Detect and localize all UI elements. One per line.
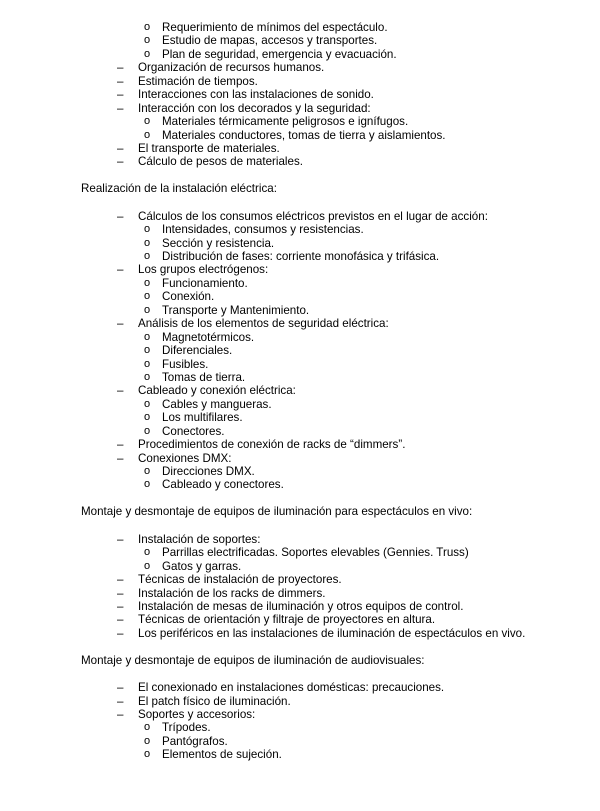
circle-bullet-icon: o: [144, 546, 151, 559]
list-item-text: Sección y resistencia.: [162, 236, 275, 250]
sub-list-item: [0, 290, 600, 303]
dash-bullet-icon: –: [117, 74, 124, 88]
list-item: [0, 587, 600, 600]
list-item: [0, 88, 600, 101]
sub-list-item: [0, 735, 600, 748]
list-item-text: Gatos y garras.: [162, 559, 242, 573]
list-item-text: Análisis de los elementos de seguridad eléctrica:: [138, 317, 389, 331]
circle-bullet-icon: o: [144, 357, 151, 370]
list-item-text: El conexionado en instalaciones domésticas: precauciones.: [138, 681, 445, 695]
section-live-lighting-assembly: [0, 505, 600, 640]
dash-bullet-icon: –: [117, 263, 124, 277]
list-item: [0, 613, 600, 626]
list-item-text: Los grupos electrógenos:: [138, 263, 269, 277]
circle-bullet-icon: o: [144, 465, 151, 477]
list-item-text: El patch físico de iluminación.: [138, 694, 291, 708]
circle-bullet-icon: o: [144, 276, 151, 289]
list-item: [0, 438, 600, 451]
sub-list-item: [0, 478, 600, 491]
list-item-text: Cálculos de los consumos eléctricos previstos en el lugar de acción:: [138, 209, 488, 223]
sub-list-item: [0, 358, 600, 371]
list-item-text: Funcionamiento.: [162, 276, 248, 290]
sub-list-item: [0, 411, 600, 424]
section-heading: Realización de la instalación eléctrica:: [81, 182, 277, 196]
list-item-text: Materiales térmicamente peligrosos e ignífugos.: [162, 115, 409, 129]
list-item-text: Fusibles.: [162, 357, 209, 371]
dash-bullet-icon: –: [117, 532, 124, 546]
sub-list-item: [0, 721, 600, 734]
list-item-text: Cables y mangueras.: [162, 397, 272, 411]
sub-list-item: [0, 560, 600, 573]
list-item-text: Instalación de soportes:: [138, 532, 261, 546]
list-item-text: Conexiones DMX:: [138, 451, 232, 465]
dash-bullet-icon: –: [117, 694, 124, 708]
circle-bullet-icon: o: [144, 424, 151, 437]
circle-bullet-icon: o: [144, 290, 151, 303]
circle-bullet-icon: o: [144, 559, 151, 572]
list-item-text: Instalación de los racks de dimmers.: [138, 586, 326, 600]
dash-bullet-icon: –: [117, 573, 124, 587]
list-item-text: Magnetotérmicos.: [162, 330, 255, 344]
dash-bullet-icon: –: [117, 317, 124, 331]
circle-bullet-icon: o: [144, 478, 151, 491]
list-item-text: Los multifilares.: [162, 411, 243, 425]
circle-bullet-icon: o: [144, 236, 151, 249]
sub-list-item: [0, 748, 600, 761]
circle-bullet-icon: o: [144, 47, 151, 60]
circle-bullet-icon: o: [144, 411, 151, 424]
circle-bullet-icon: o: [144, 330, 151, 343]
circle-bullet-icon: o: [144, 303, 151, 316]
list-item: [0, 533, 600, 546]
list-item-text: Intensidades, consumos y resistencias.: [162, 223, 364, 237]
circle-bullet-icon: o: [144, 21, 151, 33]
sub-list-item: [0, 546, 600, 559]
list-item: [0, 695, 600, 708]
list-item: [0, 142, 600, 155]
dash-bullet-icon: –: [117, 626, 124, 640]
list-item-text: Parrillas electrificadas. Soportes elevables (Gennies. Truss): [162, 546, 469, 560]
list-item-text: Distribución de fases: corriente monofásica y trifásica.: [162, 250, 440, 263]
dash-bullet-icon: –: [117, 708, 124, 721]
list-item: [0, 210, 600, 223]
section-heading: Montaje y desmontaje de equipos de iluminación de audiovisuales:: [81, 653, 425, 667]
circle-bullet-icon: o: [144, 250, 151, 262]
list-item-text: Elementos de sujeción.: [162, 748, 282, 762]
list-item-text: Conectores.: [162, 424, 225, 438]
list-item: [0, 384, 600, 397]
list-item-text: Procedimientos de conexión de racks de “dimmers”.: [138, 438, 406, 452]
list-item: [0, 317, 600, 330]
sub-list-item: [0, 371, 600, 384]
list-item-text: Estimación de tiempos.: [138, 74, 258, 88]
dash-bullet-icon: –: [117, 101, 124, 115]
dash-bullet-icon: –: [117, 681, 124, 695]
sub-list-item: [0, 34, 600, 47]
circle-bullet-icon: o: [144, 128, 151, 141]
sub-list-item: [0, 331, 600, 344]
section-audiovisual-lighting-assembly: [0, 654, 600, 762]
list-item-text: Conexión.: [162, 290, 215, 304]
list-item-text: Cableado y conectores.: [162, 478, 284, 492]
list-item: [0, 573, 600, 586]
sub-list-item: [0, 48, 600, 61]
list-item-text: Diferenciales.: [162, 344, 233, 358]
sub-list-item: [0, 115, 600, 128]
circle-bullet-icon: o: [144, 223, 151, 236]
sub-list-item: [0, 237, 600, 250]
circle-bullet-icon: o: [144, 115, 151, 128]
sub-list-item: [0, 223, 600, 236]
list-item-text: Técnicas de orientación y filtraje de proyectores en altura.: [138, 613, 436, 627]
dash-bullet-icon: –: [117, 155, 124, 169]
circle-bullet-icon: o: [144, 721, 151, 734]
list-item: [0, 155, 600, 168]
sub-list-item: [0, 465, 600, 478]
dash-bullet-icon: –: [117, 88, 124, 102]
dash-bullet-icon: –: [117, 61, 124, 75]
list-item-text: Cálculo de pesos de materiales.: [138, 155, 303, 169]
section-heading: Montaje y desmontaje de equipos de iluminación para espectáculos en vivo:: [81, 505, 473, 519]
list-item: [0, 75, 600, 88]
circle-bullet-icon: o: [144, 734, 151, 747]
list-item-text: Tomas de tierra.: [162, 370, 246, 384]
intro-list: [0, 21, 600, 169]
list-item-text: Organización de recursos humanos.: [138, 61, 325, 75]
sub-list-item: [0, 277, 600, 290]
list-item: [0, 681, 600, 694]
sub-list-item: [0, 344, 600, 357]
list-item-text: Interacciones con las instalaciones de sonido.: [138, 88, 374, 102]
dash-bullet-icon: –: [117, 451, 124, 465]
list-item: [0, 102, 600, 115]
list-item-text: Plan de seguridad, emergencia y evacuación.: [162, 47, 397, 61]
list-item-text: Trípodes.: [162, 721, 211, 735]
sub-list-item: [0, 425, 600, 438]
list-item: [0, 627, 600, 640]
circle-bullet-icon: o: [144, 34, 151, 47]
dash-bullet-icon: –: [117, 141, 124, 155]
list-item-text: Estudio de mapas, accesos y transportes.: [162, 34, 378, 48]
list-item: [0, 263, 600, 276]
list-item-text: Requerimiento de mínimos del espectáculo.: [162, 21, 388, 34]
list-item-text: El transporte de materiales.: [138, 141, 280, 155]
list-item-text: Técnicas de instalación de proyectores.: [138, 573, 342, 587]
list-item: [0, 61, 600, 74]
list-item-text: Direcciones DMX.: [162, 465, 255, 478]
circle-bullet-icon: o: [144, 748, 151, 761]
dash-bullet-icon: –: [117, 586, 124, 600]
sub-list-item: [0, 304, 600, 317]
list-item-text: Los periféricos en las instalaciones de iluminación de espectáculos en vivo.: [138, 626, 526, 640]
list-item: [0, 708, 600, 721]
dash-bullet-icon: –: [117, 613, 124, 627]
circle-bullet-icon: o: [144, 397, 151, 410]
sub-list-item: [0, 398, 600, 411]
section-electrical-installation: [0, 182, 600, 492]
circle-bullet-icon: o: [144, 344, 151, 357]
list-item-text: Transporte y Mantenimiento.: [162, 303, 310, 317]
list-item-text: Cableado y conexión eléctrica:: [138, 384, 296, 398]
list-item: [0, 452, 600, 465]
list-item-text: Instalación de mesas de iluminación y otros equipos de control.: [138, 599, 464, 613]
sub-list-item: [0, 21, 600, 34]
sub-list-item: [0, 129, 600, 142]
dash-bullet-icon: –: [117, 599, 124, 613]
list-item-text: Interacción con los decorados y la seguridad:: [138, 101, 371, 115]
dash-bullet-icon: –: [117, 209, 124, 223]
dash-bullet-icon: –: [117, 384, 124, 398]
list-item-text: Soportes y accesorios:: [138, 708, 256, 721]
list-item-text: Materiales conductores, tomas de tierra y aislamientos.: [162, 128, 446, 142]
dash-bullet-icon: –: [117, 438, 124, 452]
circle-bullet-icon: o: [144, 370, 151, 383]
sub-list-item: [0, 250, 600, 263]
list-item-text: Pantógrafos.: [162, 734, 228, 748]
list-item: [0, 600, 600, 613]
